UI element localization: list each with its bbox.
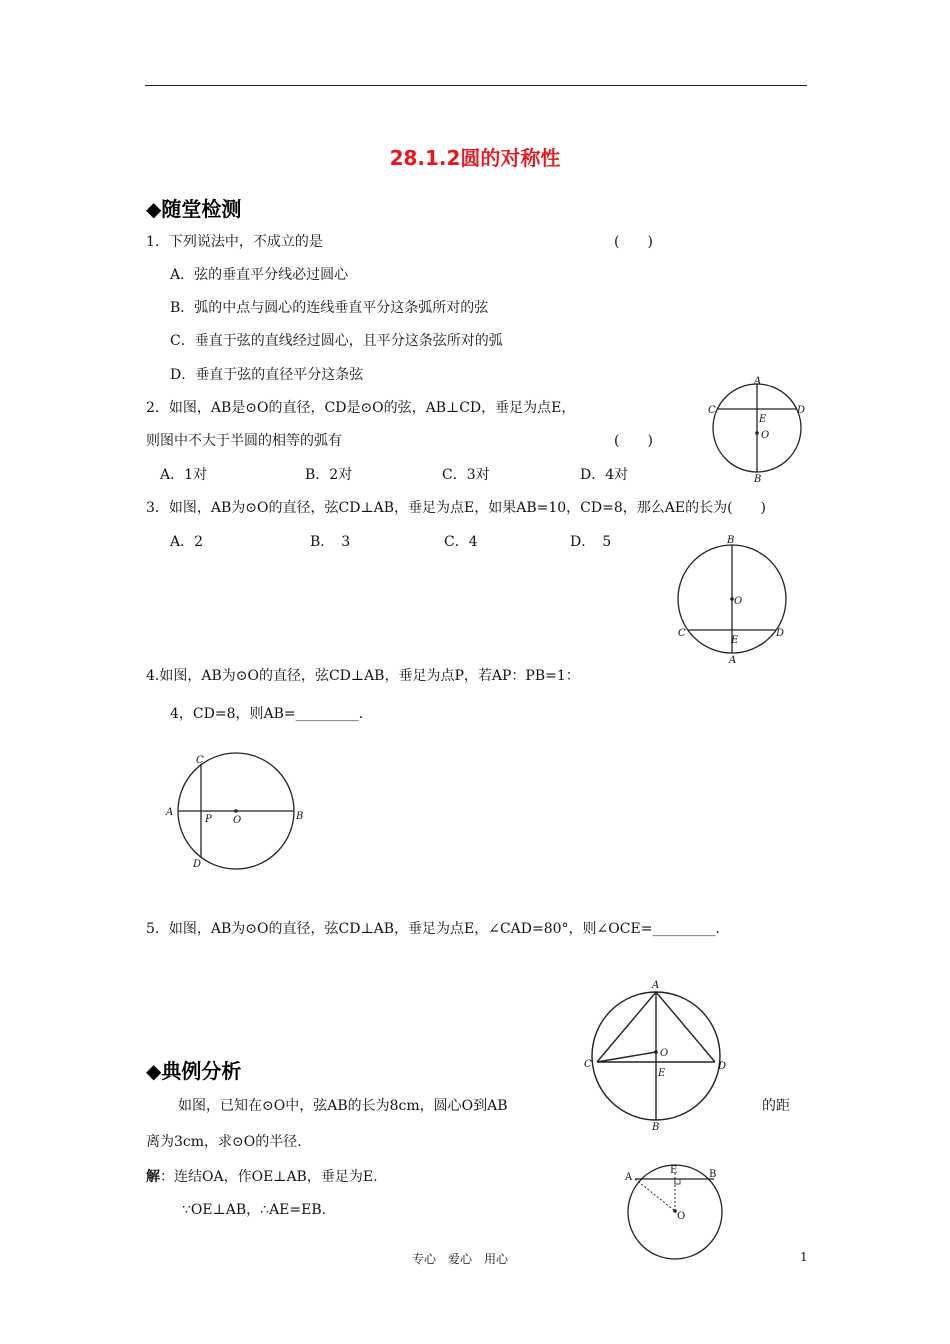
- footer-motto: 专心 爱心 用心: [412, 1252, 509, 1266]
- example-figure: [620, 1158, 730, 1262]
- q2-line1: 2．如图，AB是⊙O的直径，CD是⊙O的弦，AB⊥CD，垂足为点E，: [146, 400, 576, 416]
- q1-option-c: C．垂直于弦的直线经过圆心，且平分这条弦所对的弧: [170, 333, 503, 349]
- q3-figure: [668, 532, 798, 667]
- q2-label-b: B: [754, 474, 762, 484]
- q2-label-d: D: [797, 405, 806, 416]
- q1-option-a: A．弦的垂直平分线必过圆心: [170, 267, 349, 283]
- q2-option-b: B．2对: [305, 467, 353, 483]
- q4-label-p: P: [205, 814, 212, 825]
- q5-label-a: A: [652, 980, 660, 991]
- q3-label-c: C: [678, 628, 686, 639]
- q1-option-b: B．弧的中点与圆心的连线垂直平分这条弧所对的弦: [170, 300, 489, 316]
- q4-figure: [160, 745, 315, 871]
- q3-option-c: C．4: [444, 534, 478, 550]
- example-line1: 如图，已知在⊙O中，弦AB的长为8cm，圆心O到AB: [178, 1098, 508, 1114]
- q3-option-b: B． 3: [310, 534, 351, 550]
- solution-line1: [146, 1166, 378, 1186]
- q5-stem: 5．如图，AB为⊙O的直径，弦CD⊥AB，垂足为点E，∠CAD=80°，则∠OCE=_________.: [146, 921, 720, 937]
- q2-label-c: C: [708, 405, 716, 416]
- q3-label-d: D: [776, 628, 785, 639]
- section-heading-examples: ◆典例分析: [146, 1059, 242, 1083]
- example-label-e: E: [670, 1165, 678, 1176]
- q3-label-a: A: [729, 655, 737, 666]
- q5-label-d: D: [718, 1061, 727, 1072]
- q2-option-c: C．3对: [442, 467, 490, 483]
- page-title: 28.1.2圆的对称性: [389, 146, 561, 170]
- example-line2: 离为3cm，求⊙O的半径.: [146, 1134, 302, 1150]
- q1-stem: 1．下列说法中，不成立的是: [146, 234, 323, 250]
- example-label-b: B: [709, 1169, 717, 1180]
- q3-option-d: D． 5: [570, 534, 612, 550]
- example-label-o: O: [677, 1211, 686, 1222]
- q4-label-a: A: [166, 807, 174, 818]
- q4-label-b: B: [296, 811, 304, 822]
- q1-answer-paren: ( ): [614, 234, 653, 250]
- q3-stem: 3．如图，AB为⊙O的直径，弦CD⊥AB，垂足为点E，如果AB=10，CD=8，那么AE的长为( ): [146, 500, 767, 516]
- q2-figure: [700, 376, 812, 484]
- solution-line2: ∵OE⊥AB，∴AE=EB.: [182, 1202, 327, 1218]
- q3-label-o: O: [734, 596, 743, 607]
- q4-label-o: O: [233, 815, 242, 826]
- q5-label-o: O: [660, 1048, 669, 1059]
- solution-label: 解: [146, 1169, 160, 1185]
- q4-label-d: D: [193, 859, 202, 870]
- q2-label-o: O: [761, 430, 770, 441]
- q2-option-a: A．1对: [160, 467, 208, 483]
- q4-line2: 4，CD=8，则AB=_________.: [170, 706, 364, 722]
- q2-option-d: D．4对: [580, 467, 629, 483]
- q5-label-c: C: [584, 1059, 592, 1070]
- q5-label-b: B: [652, 1122, 660, 1132]
- q5-label-e: E: [658, 1068, 666, 1079]
- solution-line1-text: ：连结OA，作OE⊥AB，垂足为E.: [160, 1169, 378, 1185]
- q2-line2: 则图中不大于半圆的相等的弧有: [146, 433, 342, 449]
- q4-label-c: C: [196, 755, 204, 766]
- q4-line1: 4.如图，AB为⊙O的直径，弦CD⊥AB，垂足为点P，若AP：PB=1：: [146, 668, 580, 684]
- q2-answer-paren: ( ): [614, 433, 653, 449]
- q3-label-b: B: [727, 535, 735, 546]
- q1-option-d: D．垂直于弦的直径平分这条弦: [170, 367, 364, 383]
- example-label-a: A: [625, 1172, 633, 1183]
- section-heading-practice: ◆随堂检测: [146, 197, 242, 221]
- page-number: 1: [800, 1250, 808, 1264]
- q5-figure: [578, 972, 738, 1132]
- example-line1-tail: 的距: [762, 1098, 790, 1114]
- q3-label-e: E: [731, 635, 739, 646]
- q2-label-e: E: [759, 414, 767, 425]
- header-rule: [145, 85, 807, 86]
- q2-label-a: A: [754, 376, 762, 387]
- q3-option-a: A．2: [170, 534, 204, 550]
